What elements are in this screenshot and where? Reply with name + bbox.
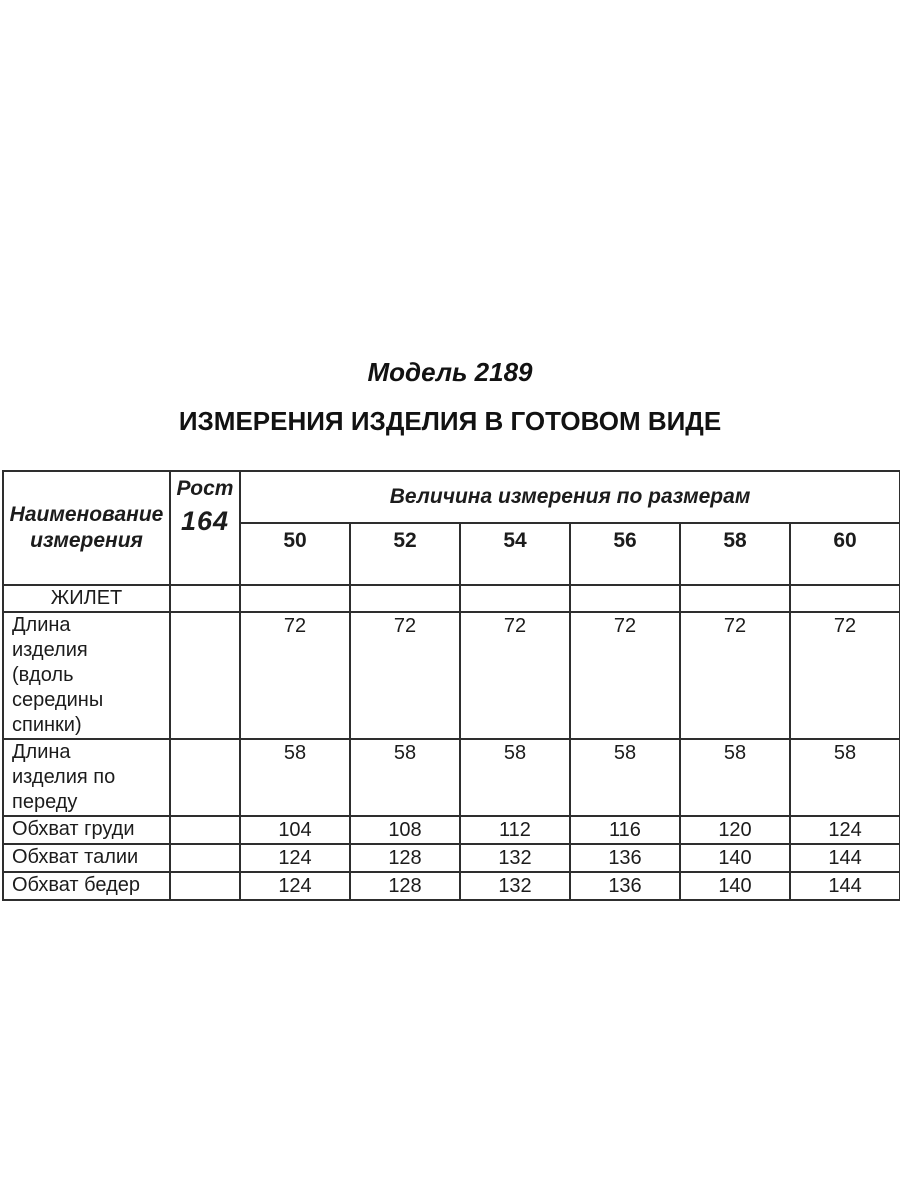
size-column-header: 50 xyxy=(240,523,350,585)
measurement-value-cell: 124 xyxy=(790,816,900,844)
table-row xyxy=(3,872,900,900)
measurement-label: Обхват талии xyxy=(3,844,170,872)
measurement-value-cell: 58 xyxy=(240,739,350,816)
measurement-value-cell xyxy=(240,585,350,612)
measurement-value-cell: 144 xyxy=(790,844,900,872)
height-label: Рост xyxy=(176,477,234,500)
measurement-label: Длина изделия по переду xyxy=(3,739,170,816)
height-column-cell xyxy=(170,872,240,900)
table-row xyxy=(3,844,900,872)
measurement-value-cell: 72 xyxy=(460,612,570,739)
column-header-sizes-group: Величина измерения по размерам xyxy=(240,471,900,523)
table-row xyxy=(3,585,900,612)
measurement-value-cell: 124 xyxy=(240,844,350,872)
column-header-measurement-name: Наименование измерения xyxy=(3,471,170,585)
height-column-cell xyxy=(170,739,240,816)
measurement-value-cell: 132 xyxy=(460,872,570,900)
measurement-label: ЖИЛЕТ xyxy=(3,585,170,612)
measurement-label: Обхват бедер xyxy=(3,872,170,900)
height-column-cell xyxy=(170,816,240,844)
measurement-value-cell: 72 xyxy=(350,612,460,739)
measurement-value-cell: 120 xyxy=(680,816,790,844)
model-title: Модель 2189 xyxy=(367,357,533,387)
measurement-value-cell: 58 xyxy=(790,739,900,816)
measurement-value-cell: 132 xyxy=(460,844,570,872)
measurements-table xyxy=(2,470,900,901)
size-column-header: 56 xyxy=(570,523,680,585)
table-row xyxy=(3,739,900,816)
table-body xyxy=(3,585,900,900)
size-column-header: 54 xyxy=(460,523,570,585)
measurement-value-cell: 58 xyxy=(350,739,460,816)
height-column-cell xyxy=(170,612,240,739)
size-column-header: 58 xyxy=(680,523,790,585)
measurements-heading: ИЗМЕРЕНИЯ ИЗДЕЛИЯ В ГОТОВОМ ВИДЕ xyxy=(178,406,722,436)
measurement-value-cell: 58 xyxy=(460,739,570,816)
measurement-value-cell: 116 xyxy=(570,816,680,844)
measurement-value-cell xyxy=(680,585,790,612)
measurement-value-cell xyxy=(570,585,680,612)
measurement-value-cell: 104 xyxy=(240,816,350,844)
measurement-value-cell xyxy=(790,585,900,612)
measurement-value-cell: 72 xyxy=(790,612,900,739)
measurement-label: Длина изделия (вдоль середины спинки) xyxy=(3,612,170,739)
size-column-header: 52 xyxy=(350,523,460,585)
size-column-header: 60 xyxy=(790,523,900,585)
measurement-value-cell: 58 xyxy=(680,739,790,816)
table-row xyxy=(3,612,900,739)
table-row xyxy=(3,816,900,844)
measurement-value-cell: 58 xyxy=(570,739,680,816)
measurement-value-cell: 140 xyxy=(680,872,790,900)
height-column-cell xyxy=(170,844,240,872)
measurement-value-cell xyxy=(350,585,460,612)
measurement-value-cell: 128 xyxy=(350,872,460,900)
measurement-value-cell: 72 xyxy=(570,612,680,739)
measurement-value-cell: 128 xyxy=(350,844,460,872)
height-value: 164 xyxy=(180,506,230,536)
measurement-value-cell: 72 xyxy=(680,612,790,739)
measurement-label: Обхват груди xyxy=(3,816,170,844)
measurement-value-cell: 108 xyxy=(350,816,460,844)
measurement-value-cell: 144 xyxy=(790,872,900,900)
measurement-value-cell xyxy=(460,585,570,612)
table-header-row-top xyxy=(3,471,900,523)
measurement-value-cell: 112 xyxy=(460,816,570,844)
measurement-value-cell: 72 xyxy=(240,612,350,739)
measurement-value-cell: 124 xyxy=(240,872,350,900)
measurement-value-cell: 136 xyxy=(570,844,680,872)
height-column-cell xyxy=(170,585,240,612)
measurement-value-cell: 140 xyxy=(680,844,790,872)
measurement-value-cell: 136 xyxy=(570,872,680,900)
column-header-height xyxy=(170,471,240,585)
